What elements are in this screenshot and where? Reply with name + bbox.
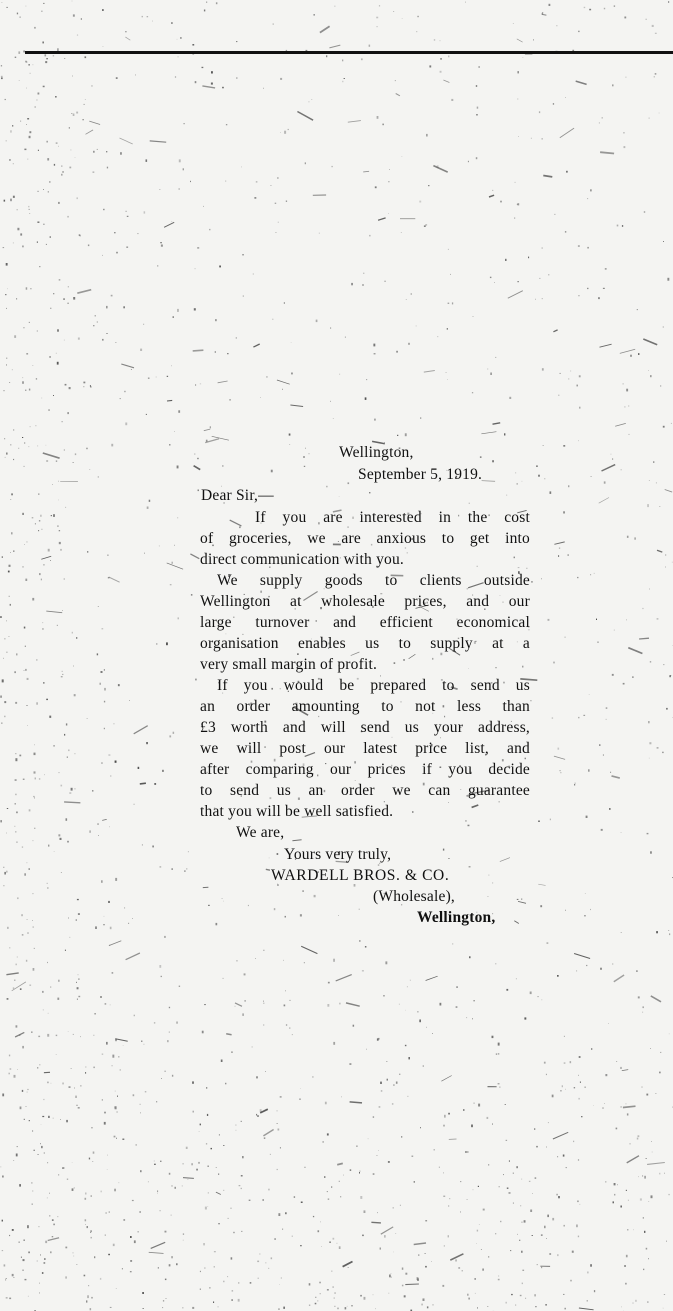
company-name: WARDELL BROS. & CO. (271, 867, 450, 884)
company-place: Wellington, (417, 909, 496, 926)
body-line: very small margin of profit. (200, 656, 378, 673)
company-type: (Wholesale), (373, 888, 456, 905)
body-line: that you will be well satisfied. (200, 803, 394, 820)
body-line: £3 worth and will send us your address, (200, 719, 530, 736)
body-line: We supply goods to clients outside (217, 572, 530, 589)
body-line: direct communication with you. (200, 551, 405, 568)
sign-off: Yours very truly, (284, 846, 392, 863)
closing: We are, (236, 824, 285, 841)
letter-place: Wellington, (339, 444, 414, 461)
body-line: organisation enables us to supply at a (200, 635, 530, 652)
body-line: large turnover and efficient economical (200, 614, 530, 631)
body-line: after comparing our prices if you decide (200, 761, 530, 778)
letter-date: September 5, 1919. (358, 466, 483, 483)
body-line: to send us an order we can guarantee (200, 782, 530, 799)
salutation: Dear Sir,— (201, 487, 274, 504)
body-line: If you would be prepared to send us (217, 677, 530, 694)
body-line: we will post our latest price list, and (200, 740, 530, 757)
body-line: Wellington at wholesale prices, and our (200, 593, 530, 610)
body-line: of groceries, we are anxious to get into (200, 530, 530, 547)
column-rule (25, 51, 673, 54)
body-line: If you are interested in the cost (255, 509, 530, 526)
body-line: an order amounting to not less than (200, 698, 530, 715)
